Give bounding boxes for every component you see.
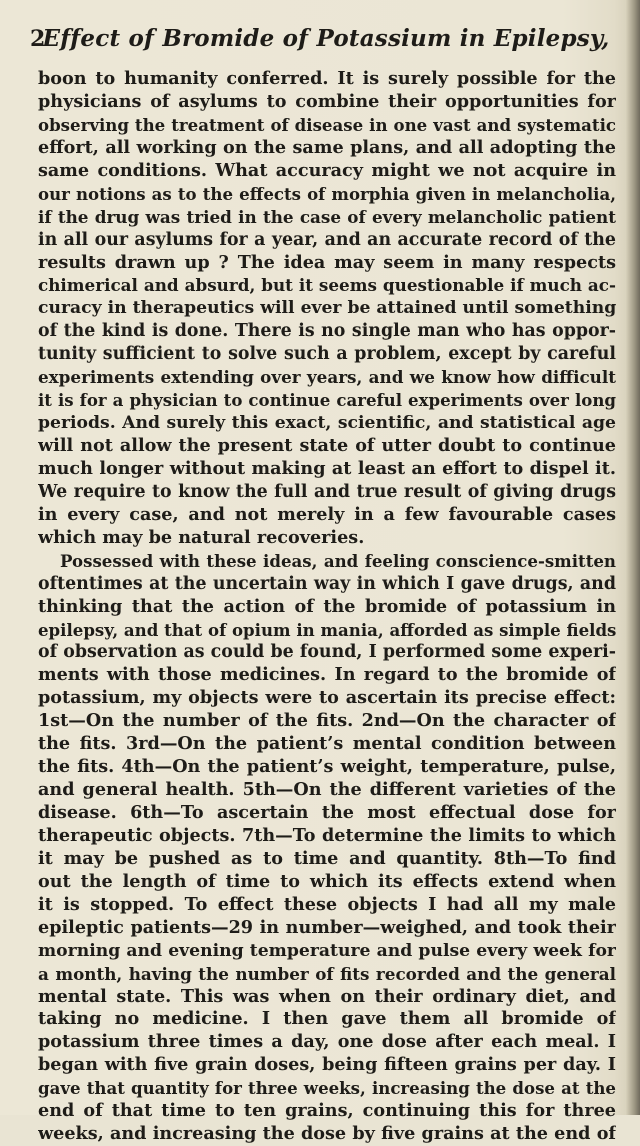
- text-line: therapeutic objects. 7th—To determine the limits to which: [38, 824, 616, 846]
- text-line: physicians of asylums to combine their opportunities for: [38, 90, 616, 112]
- body-text: [38, 68, 616, 1146]
- text-line: much longer without making at least an effort to dispel it.: [38, 457, 616, 479]
- text-line: 1st—On the number of the fits. 2nd—On the character of: [38, 710, 616, 732]
- text-line: it is stopped. To effect these objects I had all my male: [38, 893, 616, 915]
- text-line: same conditions. What accuracy might we not acquire in: [38, 159, 616, 181]
- text-line: if the drug was tried in the case of every melancholic patient: [38, 206, 616, 227]
- text-line: periods. And surely this exact, scientific, and statistical age: [38, 413, 616, 434]
- text-line: mental state. This was when on their ordinary diet, and: [38, 985, 616, 1007]
- text-line: of the kind is done. There is no single man who has oppor-: [38, 321, 616, 342]
- text-line: tunity sufficient to solve such a problem, except by careful: [38, 344, 616, 365]
- text-line: potassium, my objects were to ascertain its precise effect:: [38, 687, 616, 709]
- text-line: results drawn up ? The idea may seem in many respects: [38, 251, 616, 273]
- text-line: boon to humanity conferred. It is surely possible for the: [38, 68, 616, 89]
- text-line: and general health. 5th—On the different varieties of the: [38, 779, 616, 801]
- text-line: experiments extending over years, and we know how difficult: [38, 367, 616, 388]
- text-line: We require to know the full and true result of giving drugs: [38, 481, 616, 502]
- text-line: it is for a physician to continue careful experiments over long: [38, 390, 616, 411]
- text-line: a month, having the number of fits recorded and the general: [38, 963, 616, 984]
- text-line: Possessed with these ideas, and feeling conscience-smitten: [60, 550, 616, 571]
- text-line: morning and evening temperature and pulse every week for: [38, 940, 616, 961]
- text-line: effort, all working on the same plans, and all adopting the: [38, 136, 616, 158]
- text-line: which may be natural recoveries.: [38, 526, 365, 548]
- text-line: ments with those medicines. In regard to the bromide of: [38, 664, 616, 686]
- text-line: taking no medicine. I then gave them all bromide of: [38, 1008, 616, 1030]
- text-line: in every case, and not merely in a few favourable cases: [38, 503, 616, 525]
- page-number: 2: [30, 26, 46, 52]
- text-line: our notions as to the effects of morphia given in melancholia,: [38, 183, 616, 204]
- page-edge-shadow: [626, 0, 640, 1115]
- text-line: weeks, and increasing the dose by five grains at the end of: [38, 1123, 616, 1145]
- text-line: epileptic patients—29 in number—weighed, and took their: [38, 916, 616, 938]
- text-line: epilepsy, and that of opium in mania, afforded as simple fields: [38, 619, 616, 640]
- text-line: chimerical and absurd, but it seems questionable if much ac-: [38, 275, 616, 296]
- text-line: potassium three times a day, one dose after each meal. I: [38, 1031, 616, 1053]
- text-line: oftentimes at the uncertain way in which I gave drugs, and: [38, 573, 616, 594]
- text-line: in all our asylums for a year, and an accurate record of the: [38, 229, 616, 250]
- text-line: the fits. 4th—On the patient’s weight, temperature, pulse,: [38, 756, 616, 778]
- text-line: will not allow the present state of utter doubt to continue: [38, 435, 616, 456]
- running-title: Effect of Bromide of Potassium in Epilepsy,: [42, 25, 610, 52]
- text-line: of observation as could be found, I performed some experi-: [38, 642, 616, 663]
- text-line: gave that quantity for three weeks, increasing the dose at the: [38, 1078, 616, 1099]
- text-line: thinking that the action of the bromide of potassium in: [38, 595, 616, 617]
- text-line: end of that time to ten grains, continuing this for three: [38, 1100, 616, 1122]
- text-line: it may be pushed as to time and quantity. 8th—To find: [38, 847, 616, 869]
- text-line: began with five grain doses, being fifteen grains per day. I: [38, 1054, 616, 1076]
- text-line: out the length of time to which its effects extend when: [38, 870, 616, 892]
- text-line: the fits. 3rd—On the patient’s mental condition between: [38, 733, 616, 755]
- text-line: observing the treatment of disease in one vast and systematic: [38, 114, 616, 135]
- page-header: [30, 24, 622, 54]
- text-line: curacy in therapeutics will ever be attained until something: [38, 298, 616, 319]
- text-line: disease. 6th—To ascertain the most effectual dose for: [38, 802, 616, 823]
